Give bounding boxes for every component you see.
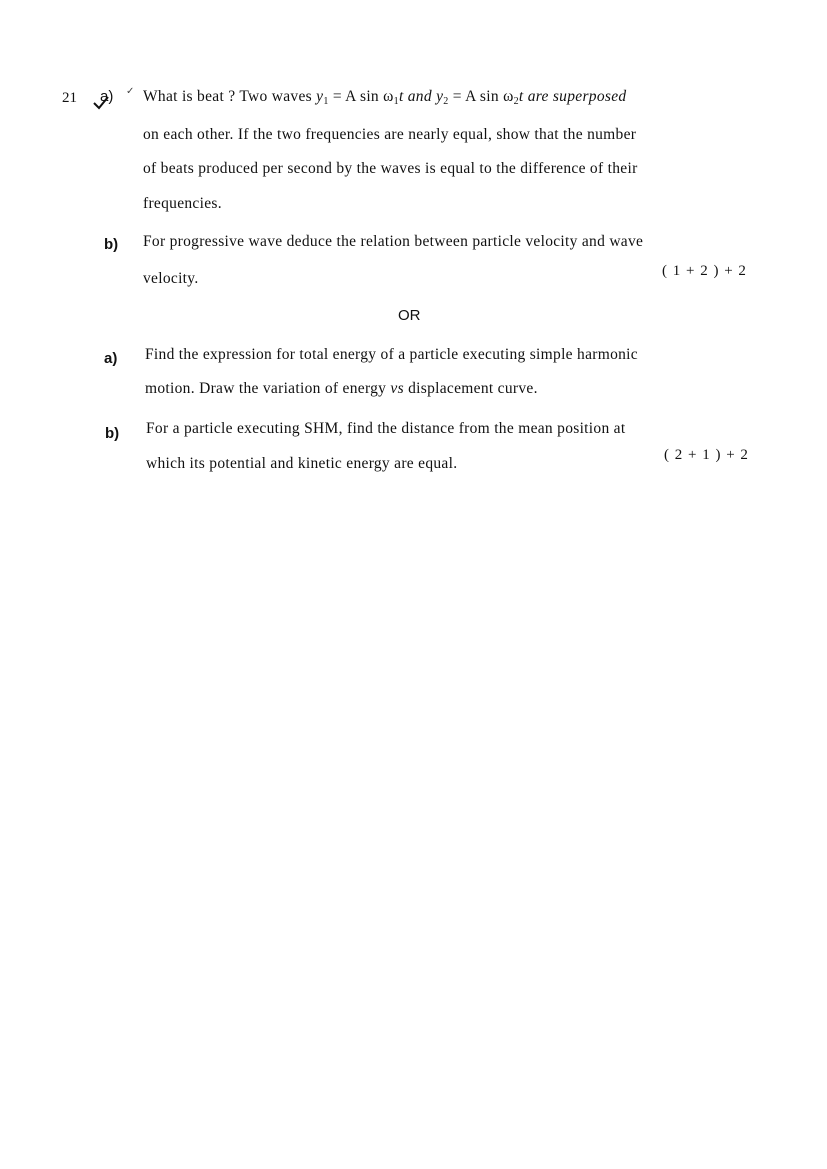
t2-post: t are superposed xyxy=(518,88,627,105)
q21a-line2: on each other. If the two frequencies are nearly equal, show that the number xyxy=(143,126,637,143)
part-b-label: b) xyxy=(104,236,119,253)
omega2-sub: 2 xyxy=(513,96,519,107)
q21a-line3: of beats produced per second by the waves is equal to the difference of their xyxy=(143,160,638,177)
q21b-line2: velocity. xyxy=(143,270,199,287)
q21a-line4: frequencies. xyxy=(143,195,222,212)
alt-marks: ( 2 + 1 ) + 2 xyxy=(664,447,749,463)
q21a-line1-pre: What is beat ? Two waves xyxy=(143,88,317,105)
tick-mark-icon: ✓ xyxy=(126,86,135,97)
alt-b-line2: which its potential and kinetic energy are equal. xyxy=(146,455,458,472)
alt-a-line1: Find the expression for total energy of a particle executing simple harmonic xyxy=(145,346,638,363)
t1-and: t and xyxy=(398,88,437,105)
y1-var: y xyxy=(316,88,324,105)
alt-a-vs: vs xyxy=(390,380,404,397)
omega1-sub: 1 xyxy=(393,96,399,107)
alt-b-label: b) xyxy=(105,425,120,442)
q21-marks: ( 1 + 2 ) + 2 xyxy=(662,263,747,279)
eq1: = A sin ω xyxy=(328,88,394,105)
y1-sub: 1 xyxy=(323,96,329,107)
q21a-line1 xyxy=(143,88,626,107)
eq2: = A sin ω xyxy=(448,88,514,105)
q21b-line1: For progressive wave deduce the relation between particle velocity and wave xyxy=(143,233,644,250)
alt-a-line2 xyxy=(145,380,538,398)
question-number: 21 xyxy=(62,90,77,106)
alt-a-line2-pre: motion. Draw the variation of energy xyxy=(145,380,391,397)
y2-var: y xyxy=(436,88,444,105)
alt-a-line2-post: displacement curve. xyxy=(403,380,538,397)
y2-sub: 2 xyxy=(443,96,449,107)
part-a-label: a) xyxy=(100,88,114,105)
alt-b-line1: For a particle executing SHM, find the distance from the mean position at xyxy=(146,420,626,437)
or-separator: OR xyxy=(398,307,421,324)
checkmark-icon xyxy=(93,96,109,110)
alt-a-label: a) xyxy=(104,350,118,367)
